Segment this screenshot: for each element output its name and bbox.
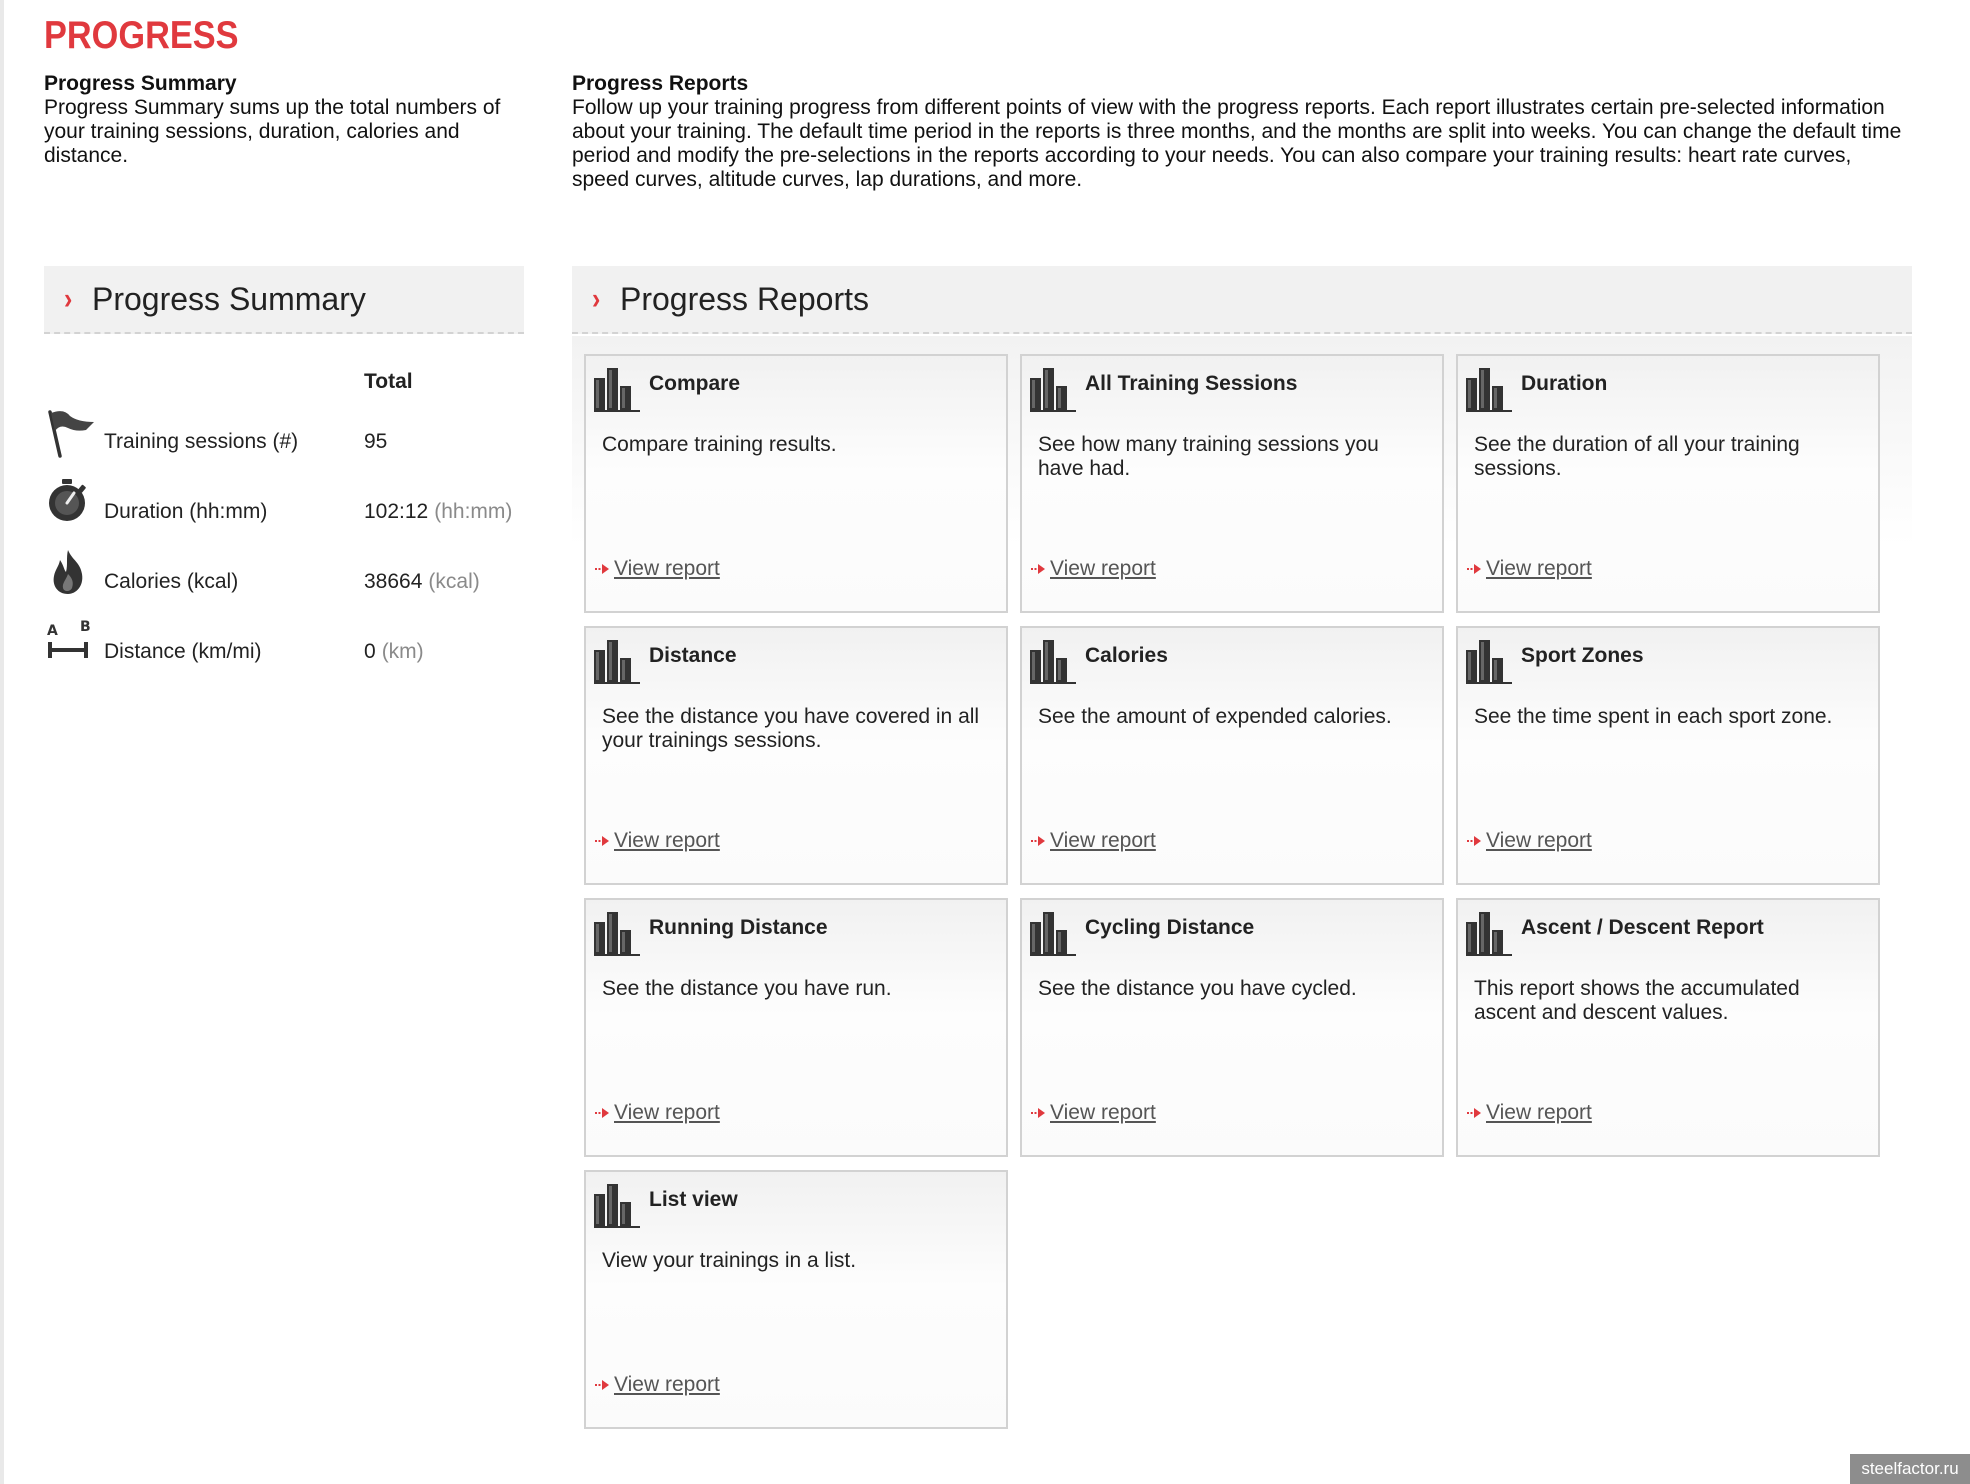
report-card-title: List view (649, 1188, 738, 1211)
view-report-label[interactable]: View report (614, 1101, 720, 1124)
value-unit: (km) (381, 640, 424, 663)
bar-chart-icon (1030, 366, 1076, 412)
report-card-title: Distance (649, 644, 737, 667)
arrow-right-icon (1466, 834, 1482, 848)
summary-row-duration (44, 478, 524, 528)
view-report-label[interactable]: View report (614, 829, 720, 852)
chevron-right-icon: › (592, 281, 601, 316)
value-text: 95 (364, 430, 388, 453)
summary-row-value (364, 500, 512, 524)
view-report-label[interactable]: View report (1486, 829, 1592, 852)
bar-chart-icon (1030, 910, 1076, 956)
arrow-right-icon (1466, 562, 1482, 576)
stopwatch-icon (46, 478, 90, 528)
intro-progress-reports (572, 72, 1912, 192)
view-report-link[interactable] (594, 557, 720, 581)
report-card-description: See the amount of expended calories. (1038, 705, 1392, 728)
report-card-title: Duration (1521, 372, 1608, 395)
intro-summary-heading: Progress Summary (44, 72, 237, 95)
view-report-link[interactable] (1030, 1101, 1156, 1125)
report-card-ascent-descent-report (1456, 898, 1880, 1157)
report-card-description: See the time spent in each sport zone. (1474, 705, 1833, 728)
view-report-label[interactable]: View report (1486, 1101, 1592, 1124)
summary-row-value (364, 570, 480, 594)
view-report-link[interactable] (1466, 1101, 1592, 1125)
summary-row-label: Training sessions (#) (104, 430, 299, 453)
page-title: PROGRESS (44, 14, 239, 57)
view-report-label[interactable]: View report (1050, 1101, 1156, 1124)
summary-row-label: Duration (hh:mm) (104, 500, 268, 523)
summary-row-distance (44, 618, 524, 668)
view-report-link[interactable] (1030, 557, 1156, 581)
report-card-sport-zones (1456, 626, 1880, 885)
view-report-label[interactable]: View report (614, 1373, 720, 1396)
summary-row-value (364, 430, 387, 454)
report-card-description: Compare training results. (602, 433, 837, 456)
summary-row-label: Calories (kcal) (104, 570, 239, 593)
intro-reports-heading: Progress Reports (572, 72, 749, 95)
view-report-link[interactable] (594, 1373, 720, 1397)
bar-chart-icon (594, 1182, 640, 1228)
arrow-right-icon (1030, 1106, 1046, 1120)
bar-chart-icon (1466, 366, 1512, 412)
summary-row-value (364, 640, 424, 664)
report-card-compare (584, 354, 1008, 613)
bar-chart-icon (594, 366, 640, 412)
view-report-label[interactable]: View report (614, 557, 720, 580)
report-card-title: Calories (1085, 644, 1168, 667)
report-card-duration (1456, 354, 1880, 613)
report-card-title: Cycling Distance (1085, 916, 1255, 939)
arrow-right-icon (1466, 1106, 1482, 1120)
report-card-description: See the distance you have run. (602, 977, 892, 1000)
bar-chart-icon (1466, 910, 1512, 956)
report-card-running-distance (584, 898, 1008, 1157)
report-card-distance (584, 626, 1008, 885)
view-report-link[interactable] (1466, 829, 1592, 853)
view-report-link[interactable] (594, 829, 720, 853)
summary-row-training-sessions (44, 408, 524, 458)
intro-reports-text: Follow up your training progress from different points of view with the progress reports. Each report illustrates certain pre-selected information about your training. The default time period in the reports is three months, and the months are split into weeks. You can change the default time period and modify the pre-selections in the reports according to your needs. You can also compare your training results: heart rate curves, speed curves, altitude curves, lap durations, and more. (572, 96, 1902, 191)
svg-text:A: A (47, 623, 58, 639)
view-report-label[interactable]: View report (1486, 557, 1592, 580)
report-card-description: This report shows the accumulated ascent and descent values. (1474, 977, 1800, 1024)
total-column-header: Total (364, 370, 413, 393)
value-text: 102:12 (364, 500, 429, 523)
report-card-title: Sport Zones (1521, 644, 1644, 667)
report-card-title: All Training Sessions (1085, 372, 1298, 395)
report-card-title: Ascent / Descent Report (1521, 916, 1764, 939)
intro-summary-text: Progress Summary sums up the total numbers of your training sessions, duration, calories and distance. (44, 96, 501, 167)
arrow-right-icon (594, 1378, 610, 1392)
view-report-link[interactable] (594, 1101, 720, 1125)
value-unit: (kcal) (428, 570, 480, 593)
report-card-list-view (584, 1170, 1008, 1429)
summary-row-label: Distance (km/mi) (104, 640, 262, 663)
flame-icon (46, 548, 90, 598)
left-edge-divider (0, 0, 4, 1484)
arrow-right-icon (594, 562, 610, 576)
svg-text:B: B (80, 619, 91, 635)
arrow-right-icon (594, 834, 610, 848)
bar-chart-icon (1030, 638, 1076, 684)
bar-chart-icon (594, 638, 640, 684)
report-card-description: See the duration of all your training sessions. (1474, 433, 1800, 480)
bar-chart-icon (1466, 638, 1512, 684)
flag-icon (46, 408, 90, 458)
arrow-right-icon (1030, 562, 1046, 576)
report-card-cycling-distance (1020, 898, 1444, 1157)
watermark: steelfactor.ru (1850, 1454, 1970, 1484)
view-report-label[interactable]: View report (1050, 557, 1156, 580)
view-report-link[interactable] (1030, 829, 1156, 853)
progress-summary-header (44, 266, 524, 334)
arrow-right-icon (1030, 834, 1046, 848)
report-card-title: Running Distance (649, 916, 828, 939)
value-unit: (hh:mm) (434, 500, 513, 523)
progress-reports-title: Progress Reports (620, 280, 869, 317)
arrow-right-icon (594, 1106, 610, 1120)
report-card-all-training-sessions (1020, 354, 1444, 613)
value-text: 38664 (364, 570, 423, 593)
report-card-description: See the distance you have covered in all your trainings sessions. (602, 705, 980, 752)
report-card-description: View your trainings in a list. (602, 1249, 857, 1272)
report-card-calories (1020, 626, 1444, 885)
distance-icon (46, 618, 90, 668)
report-card-description: See how many training sessions you have had. (1038, 433, 1379, 480)
value-text: 0 (364, 640, 376, 663)
chevron-right-icon: › (64, 281, 73, 316)
report-card-title: Compare (649, 372, 741, 395)
progress-summary-title: Progress Summary (92, 280, 366, 317)
view-report-link[interactable] (1466, 557, 1592, 581)
progress-reports-header (572, 266, 1912, 334)
report-card-description: See the distance you have cycled. (1038, 977, 1357, 1000)
bar-chart-icon (594, 910, 640, 956)
summary-row-calories (44, 548, 524, 598)
intro-progress-summary (44, 72, 534, 168)
view-report-label[interactable]: View report (1050, 829, 1156, 852)
